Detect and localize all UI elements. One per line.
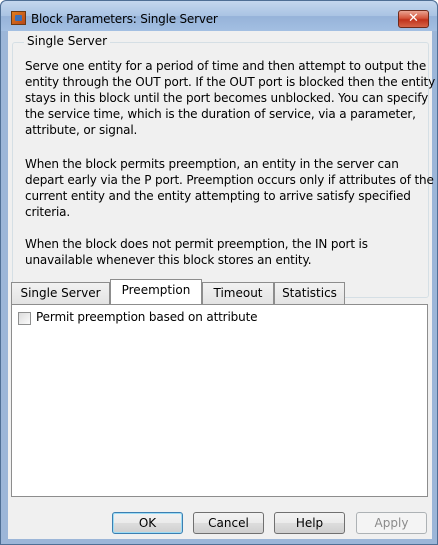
description-line: criteria.	[25, 205, 71, 219]
window-title: Block Parameters: Single Server	[31, 12, 218, 26]
description-paragraph-1	[25, 58, 436, 138]
simulink-block-icon	[11, 11, 26, 25]
description-line: attribute, or signal.	[25, 123, 138, 137]
permit-preemption-checkbox[interactable]	[18, 312, 31, 325]
group-title: Single Server	[24, 34, 110, 48]
description-line: When the block does not permit preemption, the IN port is	[25, 237, 368, 251]
description-group	[12, 34, 436, 298]
description-line: current entity and the entity attempting to arrive satisfy specified	[25, 189, 411, 203]
description-line: entity through the OUT port. If the OUT port is blocked then the entity	[25, 75, 436, 89]
tab-timeout[interactable]: Timeout	[202, 282, 274, 304]
description-line: the service time, which is the duration of service, via a parameter,	[25, 107, 416, 121]
description-line: Serve one entity for a period of time and then attempt to output the	[25, 59, 427, 73]
description-paragraph-2	[25, 156, 434, 220]
dialog-body	[8, 31, 436, 539]
close-button[interactable]	[398, 10, 429, 28]
tab-preemption[interactable]: Preemption	[110, 279, 202, 304]
description-line: When the block permits preemption, an entity in the server can	[25, 157, 399, 171]
title-bar[interactable]	[1, 1, 437, 31]
apply-button[interactable]: Apply	[356, 512, 427, 534]
description-line: stays in this block until the port becomes unblocked. You can specify	[25, 91, 429, 105]
help-button[interactable]: Help	[274, 512, 345, 534]
tab-single-server[interactable]: Single Server	[11, 282, 110, 304]
cancel-button[interactable]: Cancel	[193, 512, 264, 534]
permit-preemption-label[interactable]: Permit preemption based on attribute	[36, 310, 258, 324]
description-line: unavailable whenever this block stores an entity.	[25, 253, 312, 267]
ok-button[interactable]: OK	[112, 512, 183, 534]
close-icon: ✕	[408, 11, 419, 26]
description-paragraph-3	[25, 236, 425, 268]
tab-statistics[interactable]: Statistics	[274, 282, 345, 304]
description-line: depart early via the P port. Preemption occurs only if attributes of the	[25, 173, 434, 187]
preemption-panel	[11, 304, 428, 497]
